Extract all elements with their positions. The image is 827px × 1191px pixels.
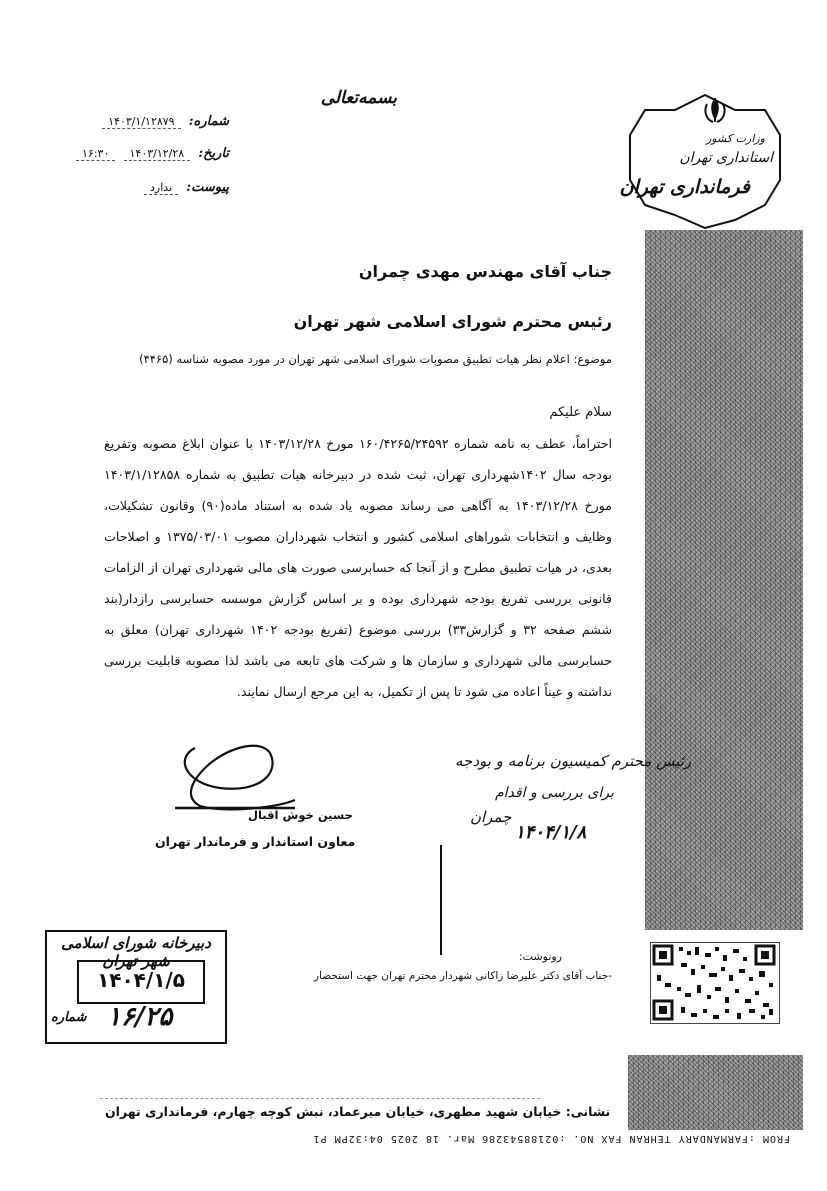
stamp-title: دبیرخانه شورای اسلامی شهر تهران [61, 934, 211, 970]
signatory-title: معاون استاندار و فرماندار تهران [155, 834, 356, 849]
signature-icon [165, 738, 305, 818]
stamp-number-label: شماره [51, 1010, 87, 1025]
stamp-date: ۱۴۰۴/۱/۵ [97, 968, 185, 992]
qr-code-icon [651, 943, 779, 1023]
date-value: ۱۴۰۳/۱۲/۲۸ [124, 147, 191, 161]
handwritten-instruction: برای بررسی و اقدام [495, 785, 614, 801]
footer-divider [100, 1098, 540, 1100]
logo-ministry: وزارت کشور [706, 132, 765, 145]
attachment-label: پیوست: [186, 180, 229, 195]
fax-header-line: FROM :FARMANDARY TEHRAN FAX NO. :02188543286 Mar. 18 2025 04:32PM P1 [312, 1133, 790, 1144]
stamp-date-box [77, 960, 205, 1004]
letter-body: احتراماً، عطف به نامه شماره ۱۶۰/۴۲۶۵/۲۴۵۹۲ مورخ ۱۴۰۳/۱۲/۲۸ با عنوان ابلاغ مصوبه وتفریغ بودجه سال ۱۴۰۲شهرداری تهران، ثبت شده در دبیرخانه هیات تطبیق به شماره ۱۴۰۳/۱/۱۲۸۵۸ مورخ ۱۴۰۳/۱۲/۲۸ به آگاهی می رساند مصوبه یاد شده به استناد ماده(۹۰) وقانون تشکیلات، وظایف و انتخابات شوراهای اسلامی کشور و انتخاب شهرداران مصوب ۱۳۷۵/۰۳/۰۱ و اصلاحات بعدی، در هیات تطبیق مطرح و از آنجا که حسابرسی صورت های مالی شهرداری تهران از الزامات قانونی بررسی تفریغ بودجه شهرداری بوده و بر اساس گزارش موسسه حسابرسی رازدار(بند ششم صفحه ۳۲ و گزارش۳۳) بررسی موضوع (تفریغ بودجه ۱۴۰۲ شهرداری تهران) معلق به حسابرسی مالی شهرداری و سازمان ها و شرکت های تابعه می باشد لذا مصوبه قابلیت بررسی نداشته و عیناً اعاده می شود تا پس از تکمیل، به این مرجع ارسال نمایند. [104, 436, 613, 699]
salutation: سلام علیکم [549, 405, 612, 420]
handwritten-signer: چمران [470, 808, 512, 826]
attachment-value: ندارد [144, 181, 178, 195]
subject-line: موضوع: اعلام نظر هیات تطبیق مصوبات شورای اسلامی شهر تهران در مورد مصوبه شناسه (۴۴۶۵) [139, 352, 612, 366]
number-value: ۱۴۰۳/۱/۱۲۸۷۹ [102, 115, 181, 129]
footer-address: نشانی: خیابان شهید مطهری، خیابان میرعماد، نبش کوچه چهارم، فرمانداری تهران [105, 1104, 611, 1119]
watermark-strip-lower [628, 1055, 803, 1130]
signature-scribble [165, 738, 305, 818]
handwritten-referral: رئیس محترم کمیسیون برنامه و بودجه [455, 752, 692, 770]
letter-attachment-row [144, 180, 229, 195]
annotation-line [440, 845, 442, 955]
date-label: تاریخ: [198, 146, 229, 161]
watermark-strip-upper [645, 230, 803, 930]
handwritten-date: ۱۴۰۴/۱/۸ [515, 822, 587, 843]
governorate-logo [615, 90, 795, 230]
number-label: شماره: [188, 114, 229, 129]
basmala: بسمه‌تعالی [320, 88, 397, 108]
cc-recipient: -جناب آقای دکتر علیرضا زاکانی شهردار محترم تهران جهت استحضار [313, 970, 612, 982]
logo-district: فرمانداری تهران [619, 176, 750, 198]
cc-label: رونوشت: [518, 950, 562, 963]
letter-number-row [102, 114, 229, 129]
secretariat-stamp [45, 930, 227, 1044]
signatory-name: حسین خوش اقبال [248, 808, 353, 822]
recipient-title: رئیس محترم شورای اسلامی شهر تهران [293, 312, 612, 331]
stamp-number: ۱۶/۲۵ [107, 1002, 173, 1032]
logo-governorate: استانداری تهران [679, 150, 773, 166]
time-value: ۱۶:۳۰ [76, 147, 115, 161]
letter-date-row [76, 146, 229, 161]
qr-code [650, 942, 780, 1024]
recipient-name: جناب آقای مهندس مهدی چمران [358, 262, 612, 281]
